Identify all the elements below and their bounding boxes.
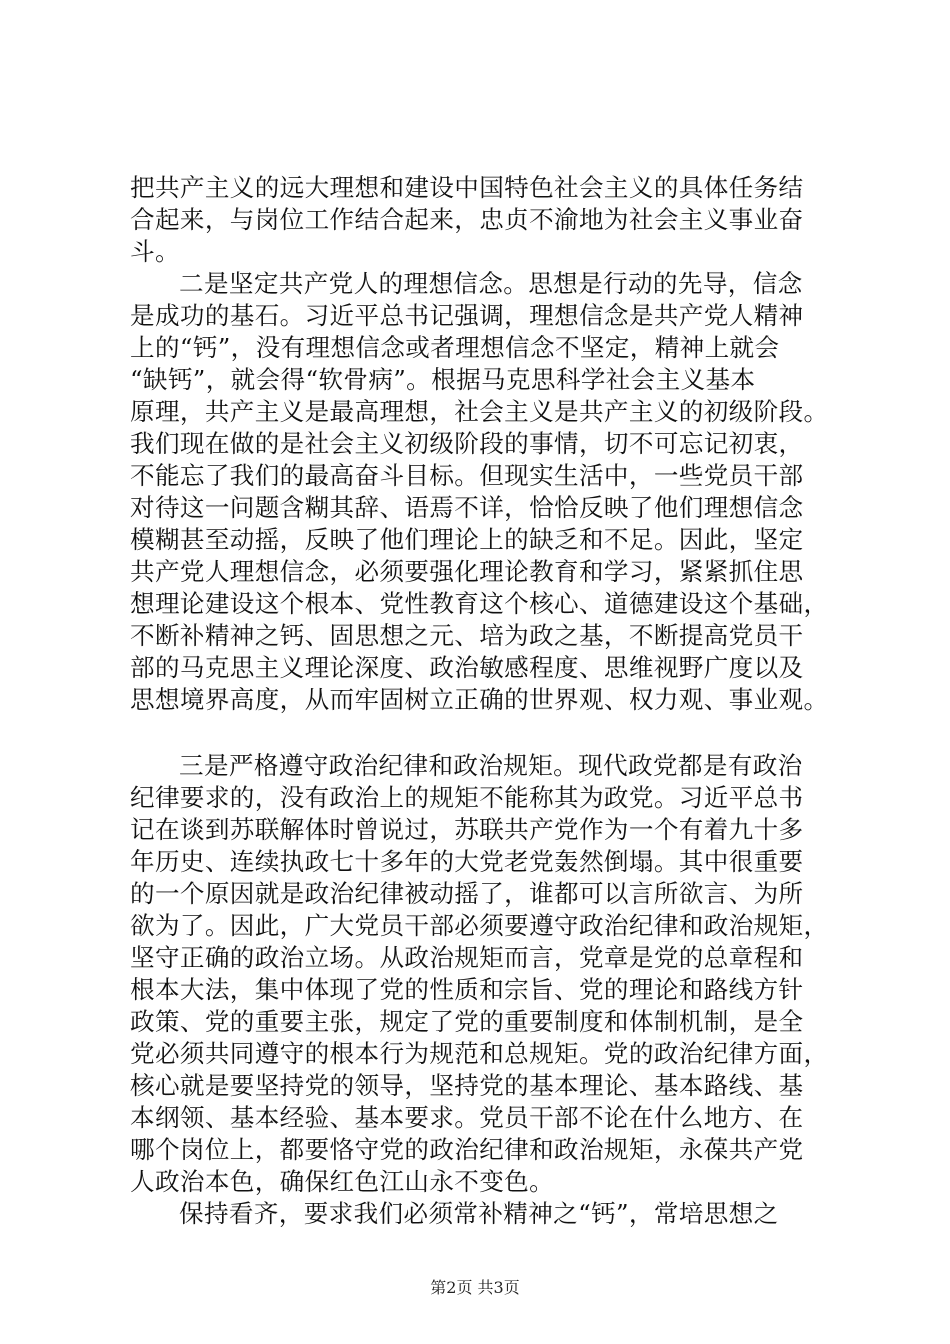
text-line: 哪个岗位上，都要恪守党的政治纪律和政治规矩，永葆共产党 xyxy=(130,1135,804,1164)
paragraph xyxy=(130,172,855,268)
text-line: 斗。 xyxy=(130,237,180,266)
paragraph-gap xyxy=(130,716,855,750)
text-line: 的一个原因就是政治纪律被动摇了，谁都可以言所欲言、为所 xyxy=(130,879,804,908)
text-line: 思想境界高度，从而牢固树立正确的世界观、权力观、事业观。 xyxy=(130,685,829,714)
text-line: 不断补精神之钙、固思想之元、培为政之基，不断提高党员干 xyxy=(130,621,804,650)
text-line: “缺钙”，就会得“软骨病”。根据马克思科学社会主义基本 xyxy=(130,365,756,394)
text-line: 人政治本色，确保红色江山永不变色。 xyxy=(130,1167,555,1196)
text-line: 合起来，与岗位工作结合起来，忠贞不渝地为社会主义事业奋 xyxy=(130,205,804,234)
page-footer: 第2页 共3页 xyxy=(430,1278,520,1297)
text-line: 保持看齐，要求我们必须常补精神之“钙”，常培思想之 xyxy=(179,1199,779,1228)
text-line: 党必须共同遵守的根本行为规范和总规矩。党的政治纪律方面， xyxy=(130,1039,829,1068)
paragraph xyxy=(130,1198,855,1230)
text-line: 政策、党的重要主张，规定了党的重要制度和体制机制，是全 xyxy=(130,1007,804,1036)
text-line: 部的马克思主义理论深度、政治敏感程度、思维视野广度以及 xyxy=(130,653,804,682)
text-line: 坚守正确的政治立场。从政治规矩而言，党章是党的总章程和 xyxy=(130,943,804,972)
text-line: 记在谈到苏联解体时曾说过，苏联共产党作为一个有着九十多 xyxy=(130,815,804,844)
text-line: 根本大法，集中体现了党的性质和宗旨、党的理论和路线方针 xyxy=(130,975,804,1004)
text-line: 不能忘了我们的最高奋斗目标。但现实生活中，一些党员干部 xyxy=(130,461,804,490)
text-line: 我们现在做的是社会主义初级阶段的事情，切不可忘记初衷， xyxy=(130,429,804,458)
text-line: 对待这一问题含糊其辞、语焉不详，恰恰反映了他们理想信念 xyxy=(130,493,804,522)
text-line: 是成功的基石。习近平总书记强调，理想信念是共产党人精神 xyxy=(130,301,804,330)
text-line: 原理，共产主义是最高理想，社会主义是共产主义的初级阶段。 xyxy=(130,397,829,426)
text-line: 三是严格遵守政治纪律和政治规矩。现代政党都是有政治 xyxy=(179,751,803,780)
text-line: 欲为了。因此，广大党员干部必须要遵守政治纪律和政治规矩， xyxy=(130,911,829,940)
text-line: 上的“钙”，没有理想信念或者理想信念不坚定，精神上就会 xyxy=(130,333,780,362)
document-body xyxy=(130,172,855,1230)
paragraph xyxy=(130,750,855,1198)
text-line: 共产党人理想信念，必须要强化理论教育和学习，紧紧抓住思 xyxy=(130,557,804,586)
paragraph xyxy=(130,268,855,716)
text-line: 把共产主义的远大理想和建设中国特色社会主义的具体任务结 xyxy=(130,173,804,202)
text-line: 核心就是要坚持党的领导，坚持党的基本理论、基本路线、基 xyxy=(130,1071,804,1100)
text-line: 模糊甚至动摇，反映了他们理论上的缺乏和不足。因此，坚定 xyxy=(130,525,804,554)
text-line: 二是坚定共产党人的理想信念。思想是行动的先导，信念 xyxy=(179,269,803,298)
text-line: 纪律要求的，没有政治上的规矩不能称其为政党。习近平总书 xyxy=(130,783,804,812)
text-line: 想理论建设这个根本、党性教育这个核心、道德建设这个基础， xyxy=(130,589,829,618)
text-line: 本纲领、基本经验、基本要求。党员干部不论在什么地方、在 xyxy=(130,1103,804,1132)
text-line: 年历史、连续执政七十多年的大党老党轰然倒塌。其中很重要 xyxy=(130,847,804,876)
